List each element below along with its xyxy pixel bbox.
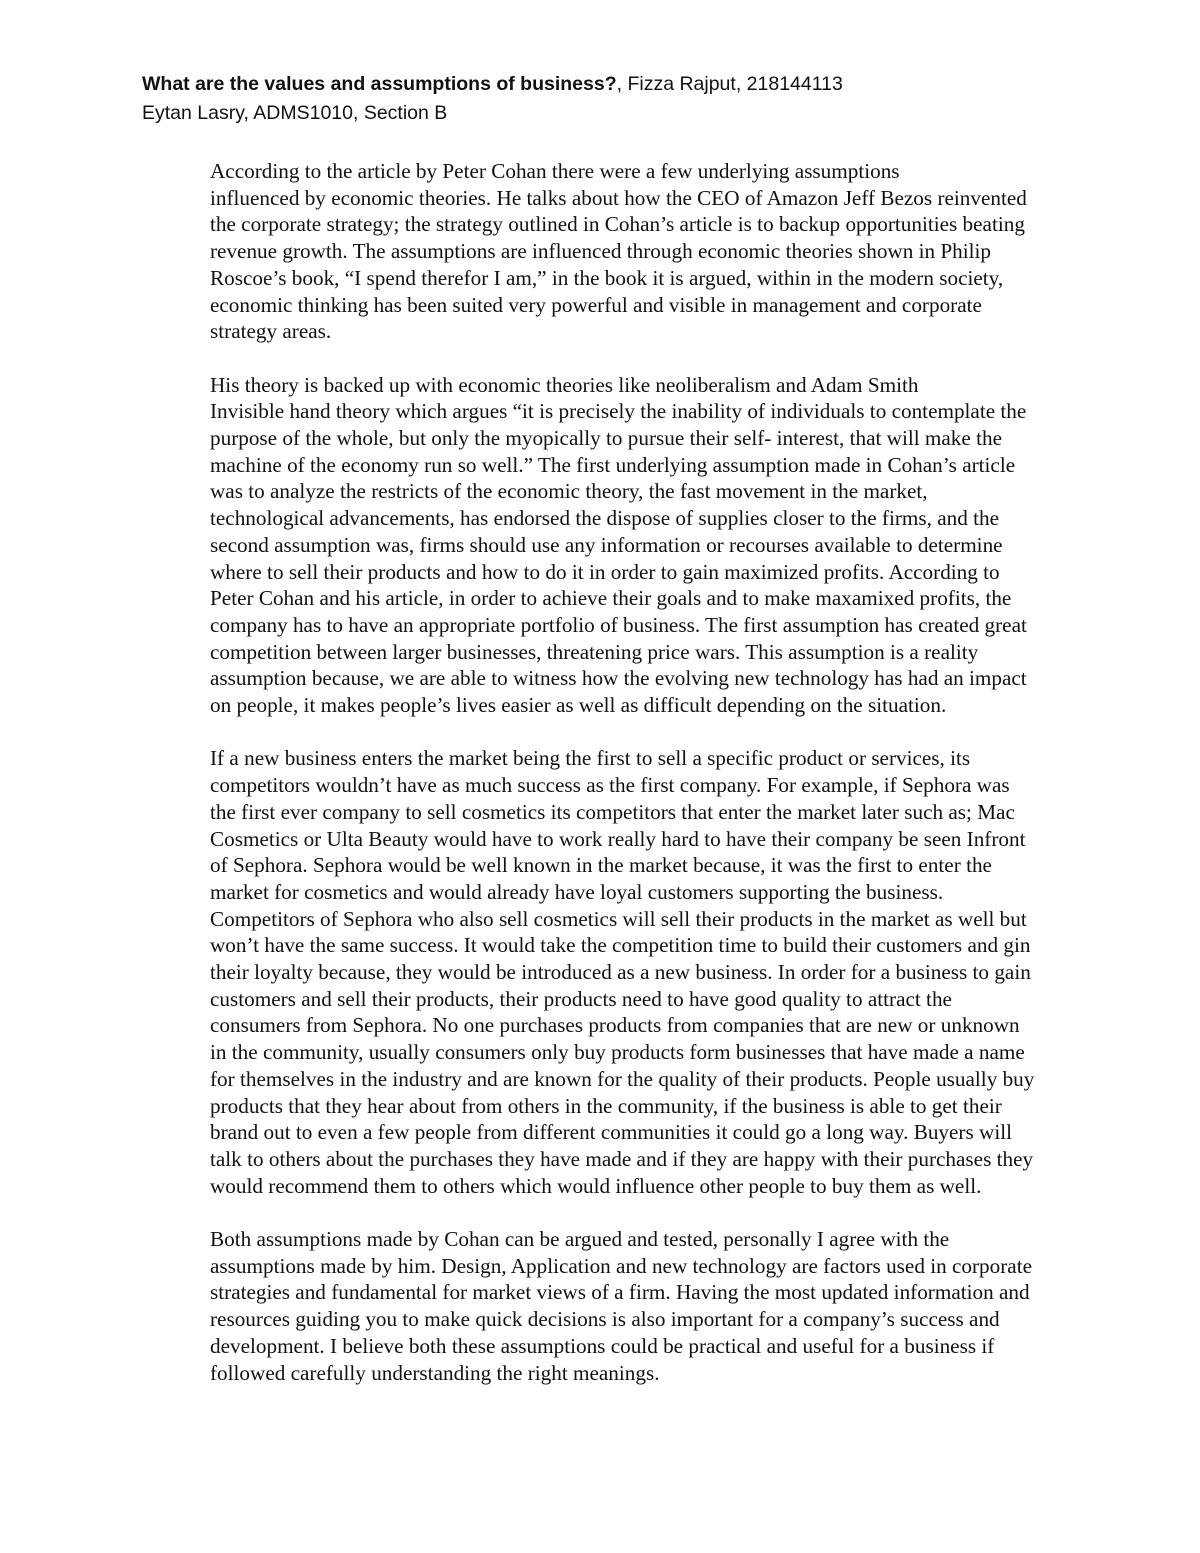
paragraph-2: [142, 372, 1064, 719]
text-line: Invisible hand theory which argues “it is precisely the inability of individuals to contemplate the: [210, 399, 1027, 424]
paragraph-3: [142, 745, 1064, 1199]
text-line: second assumption was, firms should use any information or recourses available to determine: [210, 532, 1003, 557]
text-line: in the community, usually consumers only buy products form businesses that have made a name: [210, 1040, 1025, 1065]
paragraph-1: [142, 158, 1064, 345]
text-line: would recommend them to others which would influence other people to buy them as well.: [210, 1173, 982, 1198]
text-line: economic thinking has been suited very powerful and visible in management and corporate: [210, 292, 982, 317]
essay-title: What are the values and assumptions of business?: [142, 73, 617, 95]
text-line: machine of the economy run so well.” The first underlying assumption made in Cohan’s article: [210, 452, 1016, 477]
text-line: influenced by economic theories. He talks about how the CEO of Amazon Jeff Bezos reinvented: [210, 185, 1027, 210]
text-line: followed carefully understanding the right meanings.: [210, 1360, 660, 1385]
text-line: brand out to even a few people from different communities it could go a long way. Buyers will: [210, 1120, 1012, 1145]
text-line: the first ever company to sell cosmetics its competitors that enter the market later such as; Mac: [210, 799, 1015, 824]
text-line: strategies and fundamental for market views of a firm. Having the most updated information and: [210, 1280, 1030, 1305]
header-line-2: Eytan Lasry, ADMS1010, Section B: [142, 102, 448, 124]
text-line: revenue growth. The assumptions are influenced through economic theories shown in Philip: [210, 239, 992, 264]
text-line: Peter Cohan and his article, in order to achieve their goals and to make maxamixed profits, the: [210, 586, 1012, 611]
text-line: Cosmetics or Ulta Beauty would have to work really hard to have their company be seen Infront: [210, 826, 1026, 851]
text-line: their loyalty because, they would be introduced as a new business. In order for a business to gain: [210, 960, 1031, 985]
author-info: , Fizza Rajput, 218144113: [616, 73, 843, 95]
document-header: [142, 70, 1072, 128]
text-line: Both assumptions made by Cohan can be argued and tested, personally I agree with the: [210, 1227, 950, 1252]
text-line: products that they hear about from others in the community, if the business is able to get their: [210, 1093, 1002, 1118]
text-line: for themselves in the industry and are known for the quality of their products. People usually buy: [210, 1066, 1035, 1091]
text-line: assumption because, we are able to witness how the evolving new technology has had an impact: [210, 666, 1027, 691]
text-line: of Sephora. Sephora would be well known in the market because, it was the first to enter the: [210, 853, 992, 878]
text-line: market for cosmetics and would already have loyal customers supporting the business.: [210, 879, 944, 904]
text-line: Competitors of Sephora who also sell cosmetics will sell their products in the market as well but: [210, 906, 1027, 931]
text-line: His theory is backed up with economic theories like neoliberalism and Adam Smith: [210, 372, 919, 397]
text-line: talk to others about the purchases they have made and if they are happy with their purchases they: [210, 1146, 1034, 1171]
text-line: resources guiding you to make quick decisions is also important for a company’s success and: [210, 1307, 1000, 1332]
text-line: company has to have an appropriate portfolio of business. The first assumption has created great: [210, 612, 1027, 637]
text-line: on people, it makes people’s lives easier as well as difficult depending on the situation.: [210, 693, 947, 718]
text-line: competitors wouldn’t have as much success as the first company. For example, if Sephora was: [210, 773, 1010, 798]
text-line: According to the article by Peter Cohan there were a few underlying assumptions: [210, 159, 900, 183]
text-line: assumptions made by him. Design, Application and new technology are factors used in corporate: [210, 1253, 1032, 1278]
text-line: won’t have the same success. It would take the competition time to build their customers and gin: [210, 933, 1031, 958]
text-line: the corporate strategy; the strategy outlined in Cohan’s article is to backup opportunities beating: [210, 212, 1025, 237]
text-line: competition between larger businesses, threatening price wars. This assumption is a reality: [210, 639, 979, 664]
header-line-1: [142, 70, 1072, 99]
text-line: If a new business enters the market being the first to sell a specific product or services, its: [210, 746, 971, 771]
text-line: technological advancements, has endorsed the dispose of supplies closer to the firms, and the: [210, 506, 1000, 531]
text-line: development. I believe both these assumptions could be practical and useful for a business if: [210, 1333, 995, 1358]
paragraph-4: [142, 1226, 1064, 1386]
text-line: where to sell their products and how to do it in order to gain maximized profits. According to: [210, 559, 1000, 584]
text-line: purpose of the whole, but only the myopically to pursue their self- interest, that will make the: [210, 426, 1002, 451]
document-body: [142, 158, 1064, 1413]
text-line: consumers from Sephora. No one purchases products from companies that are new or unknown: [210, 1013, 1020, 1038]
text-line: was to analyze the restricts of the economic theory, the fast movement in the market,: [210, 479, 928, 504]
text-line: customers and sell their products, their products need to have good quality to attract the: [210, 986, 952, 1011]
text-line: strategy areas.: [210, 319, 332, 344]
text-line: Roscoe’s book, “I spend therefor I am,” in the book it is argued, within in the modern society,: [210, 265, 1004, 290]
